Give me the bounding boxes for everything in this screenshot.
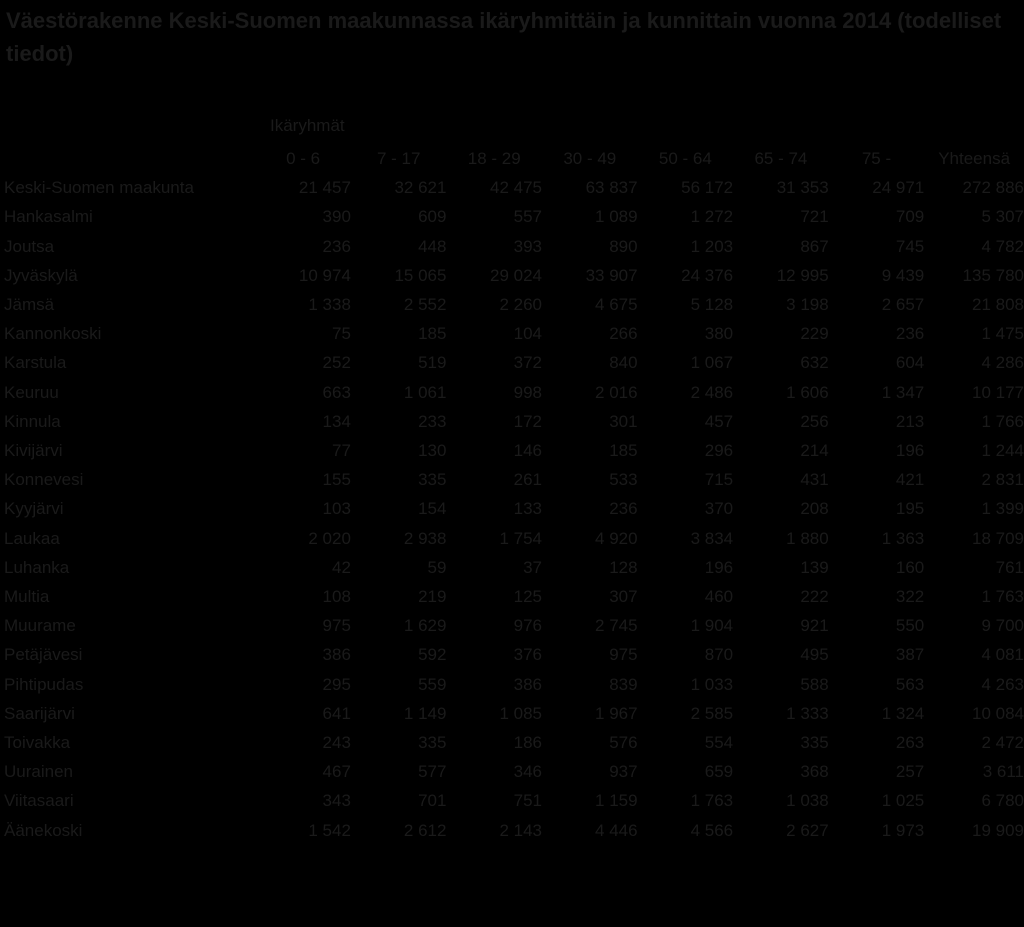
table-row <box>4 611 1024 640</box>
row-name-cell: Äänekoski <box>4 820 83 840</box>
value-cell: 296 <box>704 441 734 461</box>
value-cell: 890 <box>609 236 638 256</box>
value-cell: 10 084 <box>972 703 1024 723</box>
value-cell: 186 <box>513 733 543 753</box>
value-cell: 2 143 <box>499 820 543 840</box>
value-cell: 975 <box>609 645 638 665</box>
table-row <box>4 786 1024 815</box>
value-cell: 6 780 <box>981 791 1024 811</box>
value-cell: 1 244 <box>981 441 1024 461</box>
value-cell: 9 439 <box>881 265 925 285</box>
value-cell: 1 754 <box>499 528 543 548</box>
value-cell: 9 700 <box>981 616 1024 636</box>
value-cell: 135 780 <box>962 265 1024 285</box>
table-row <box>4 757 1024 786</box>
header-cell-empty <box>4 144 255 173</box>
value-cell: 56 172 <box>681 178 734 198</box>
value-cell: 335 <box>800 733 829 753</box>
value-cell: 998 <box>513 382 543 402</box>
value-cell: 2 020 <box>308 528 351 548</box>
column-header: 50 - 64 <box>658 149 712 168</box>
value-cell: 172 <box>513 411 543 431</box>
value-cell: 1 149 <box>403 703 447 723</box>
value-cell: 1 475 <box>981 324 1024 344</box>
value-cell: 390 <box>322 207 351 227</box>
value-cell: 42 <box>331 557 351 577</box>
row-name-cell: Joutsa <box>4 236 55 256</box>
value-cell: 563 <box>895 674 925 694</box>
value-cell: 1 085 <box>499 703 543 723</box>
value-cell: 1 399 <box>981 499 1024 519</box>
value-cell: 5 307 <box>981 207 1024 227</box>
value-cell: 372 <box>513 353 543 373</box>
table-row <box>4 319 1024 348</box>
value-cell: 263 <box>895 733 925 753</box>
table-row <box>4 553 1024 582</box>
value-cell: 641 <box>322 703 351 723</box>
value-cell: 4 446 <box>595 820 638 840</box>
table-row <box>4 348 1024 377</box>
row-name-cell: Toivakka <box>4 733 71 753</box>
value-cell: 2 831 <box>981 470 1024 490</box>
value-cell: 745 <box>895 236 925 256</box>
table-row <box>4 290 1024 319</box>
value-cell: 12 995 <box>776 265 829 285</box>
value-cell: 335 <box>418 470 447 490</box>
value-cell: 3 611 <box>982 762 1024 782</box>
value-cell: 63 837 <box>585 178 638 198</box>
value-cell: 257 <box>895 762 925 782</box>
value-cell: 130 <box>418 441 447 461</box>
value-cell: 387 <box>895 645 925 665</box>
value-cell: 592 <box>418 645 447 665</box>
value-cell: 2 016 <box>595 382 638 402</box>
value-cell: 495 <box>800 645 829 665</box>
column-header-total: Yhteensä <box>938 149 1011 168</box>
value-cell: 24 971 <box>872 178 925 198</box>
row-name-cell: Viitasaari <box>4 791 74 811</box>
value-cell: 42 475 <box>490 178 543 198</box>
page-title: Väestörakenne Keski-Suomen maakunnassa ikäryhmittäin ja kunnittain vuonna 2014 (todelliset tiedot) <box>6 8 1002 66</box>
value-cell: 195 <box>895 499 925 519</box>
value-cell: 139 <box>800 557 829 577</box>
value-cell: 559 <box>418 674 447 694</box>
value-cell: 213 <box>895 411 925 431</box>
value-cell: 236 <box>895 324 925 344</box>
table-row <box>4 465 1024 494</box>
column-header: 65 - 74 <box>754 149 808 168</box>
value-cell: 59 <box>427 557 447 577</box>
value-cell: 236 <box>609 499 638 519</box>
row-name-cell: Karstula <box>4 353 67 373</box>
value-cell: 160 <box>895 557 925 577</box>
value-cell: 266 <box>609 324 638 344</box>
value-cell: 133 <box>513 499 543 519</box>
age-group-label: Ikäryhmät <box>270 116 345 135</box>
table-row <box>4 407 1024 436</box>
value-cell: 557 <box>513 207 543 227</box>
value-cell: 761 <box>995 557 1024 577</box>
value-cell: 386 <box>322 645 351 665</box>
row-name-cell: Keuruu <box>4 382 59 402</box>
table-row <box>4 261 1024 290</box>
value-cell: 4 782 <box>981 236 1024 256</box>
value-cell: 29 024 <box>490 265 543 285</box>
value-cell: 1 089 <box>595 207 638 227</box>
value-cell: 2 627 <box>786 820 829 840</box>
value-cell: 533 <box>609 470 638 490</box>
value-cell: 3 834 <box>690 528 734 548</box>
value-cell: 1 363 <box>881 528 925 548</box>
table-row <box>4 378 1024 407</box>
value-cell: 576 <box>609 733 638 753</box>
value-cell: 307 <box>609 587 638 607</box>
row-name-cell: Luhanka <box>4 557 70 577</box>
value-cell: 343 <box>322 791 351 811</box>
value-cell: 1 880 <box>786 528 829 548</box>
value-cell: 393 <box>513 236 543 256</box>
value-cell: 577 <box>418 762 447 782</box>
value-cell: 550 <box>895 616 925 636</box>
row-name-cell: Pihtipudas <box>4 674 84 694</box>
table-row <box>4 582 1024 611</box>
value-cell: 376 <box>513 645 543 665</box>
row-name-cell: Jämsä <box>4 295 55 315</box>
value-cell: 839 <box>609 674 638 694</box>
value-cell: 185 <box>609 441 638 461</box>
value-cell: 2 657 <box>881 295 925 315</box>
value-cell: 467 <box>322 762 351 782</box>
value-cell: 32 621 <box>394 178 447 198</box>
value-cell: 663 <box>322 382 351 402</box>
value-cell: 4 286 <box>981 353 1024 373</box>
value-cell: 77 <box>331 441 351 461</box>
row-name-cell: Uurainen <box>4 762 73 782</box>
value-cell: 261 <box>513 470 543 490</box>
value-cell: 37 <box>523 557 543 577</box>
column-header: 0 - 6 <box>286 149 321 168</box>
value-cell: 1 159 <box>595 791 638 811</box>
row-name-cell: Muurame <box>4 616 76 636</box>
value-cell: 252 <box>322 353 351 373</box>
row-name-cell: Keski-Suomen maakunta <box>4 178 194 198</box>
row-name-cell: Kivijärvi <box>4 441 63 461</box>
value-cell: 256 <box>800 411 829 431</box>
value-cell: 2 486 <box>690 382 734 402</box>
value-cell: 632 <box>800 353 829 373</box>
value-cell: 10 177 <box>972 382 1024 402</box>
row-name-cell: Multia <box>4 587 50 607</box>
value-cell: 301 <box>609 411 638 431</box>
value-cell: 709 <box>895 207 925 227</box>
table-row <box>4 640 1024 669</box>
value-cell: 421 <box>895 470 925 490</box>
value-cell: 721 <box>800 207 829 227</box>
value-cell: 840 <box>609 353 638 373</box>
value-cell: 870 <box>704 645 734 665</box>
row-name-cell: Kyyjärvi <box>4 499 64 519</box>
value-cell: 322 <box>895 587 925 607</box>
value-cell: 937 <box>609 762 638 782</box>
value-cell: 229 <box>800 324 829 344</box>
value-cell: 1 333 <box>786 703 829 723</box>
value-cell: 2 745 <box>595 616 638 636</box>
column-header: 7 - 17 <box>376 149 421 168</box>
value-cell: 24 376 <box>681 265 734 285</box>
value-cell: 2 585 <box>690 703 734 723</box>
table-row <box>4 728 1024 757</box>
table-row <box>4 494 1024 523</box>
value-cell: 236 <box>322 236 351 256</box>
value-cell: 19 909 <box>972 820 1024 840</box>
table-row <box>4 436 1024 465</box>
value-cell: 295 <box>322 674 351 694</box>
value-cell: 386 <box>513 674 543 694</box>
value-cell: 380 <box>704 324 734 344</box>
value-cell: 1 629 <box>403 616 447 636</box>
value-cell: 1 272 <box>690 207 734 227</box>
value-cell: 208 <box>800 499 829 519</box>
value-cell: 604 <box>895 353 925 373</box>
value-cell: 196 <box>895 441 925 461</box>
row-name-cell: Saarijärvi <box>4 703 75 723</box>
value-cell: 346 <box>513 762 543 782</box>
value-cell: 609 <box>418 207 447 227</box>
value-cell: 134 <box>322 411 351 431</box>
row-name-cell: Petäjävesi <box>4 645 83 665</box>
value-cell: 701 <box>418 791 447 811</box>
value-cell: 1 338 <box>308 295 351 315</box>
value-cell: 975 <box>322 616 351 636</box>
value-cell: 155 <box>322 470 351 490</box>
column-header: 30 - 49 <box>563 149 617 168</box>
value-cell: 1 203 <box>690 236 734 256</box>
value-cell: 1 025 <box>881 791 925 811</box>
value-cell: 243 <box>322 733 351 753</box>
value-cell: 2 938 <box>403 528 447 548</box>
value-cell: 185 <box>418 324 447 344</box>
table-row <box>4 232 1024 261</box>
value-cell: 519 <box>418 353 447 373</box>
value-cell: 146 <box>513 441 543 461</box>
value-cell: 108 <box>322 587 351 607</box>
value-cell: 128 <box>609 557 638 577</box>
value-cell: 18 709 <box>972 528 1024 548</box>
row-name-cell: Jyväskylä <box>4 265 78 285</box>
value-cell: 196 <box>704 557 734 577</box>
value-cell: 976 <box>513 616 543 636</box>
table-row <box>4 202 1024 231</box>
value-cell: 2 260 <box>499 295 543 315</box>
table-row <box>4 699 1024 728</box>
value-cell: 1 766 <box>981 411 1024 431</box>
value-cell: 335 <box>418 733 447 753</box>
value-cell: 460 <box>704 587 734 607</box>
value-cell: 554 <box>704 733 734 753</box>
value-cell: 370 <box>704 499 734 519</box>
row-name-cell: Hankasalmi <box>4 207 93 227</box>
population-table <box>4 144 1024 845</box>
value-cell: 457 <box>704 411 734 431</box>
value-cell: 1 038 <box>786 791 829 811</box>
value-cell: 448 <box>418 236 447 256</box>
value-cell: 1 763 <box>981 587 1024 607</box>
value-cell: 921 <box>800 616 829 636</box>
column-header: 18 - 29 <box>467 149 521 168</box>
value-cell: 4 566 <box>690 820 734 840</box>
value-cell: 33 907 <box>585 265 638 285</box>
value-cell: 368 <box>800 762 829 782</box>
value-cell: 715 <box>704 470 734 490</box>
value-cell: 233 <box>418 411 447 431</box>
value-cell: 219 <box>418 587 447 607</box>
value-cell: 222 <box>800 587 829 607</box>
value-cell: 75 <box>331 324 351 344</box>
header-row <box>4 144 1024 173</box>
row-name-cell: Konnevesi <box>4 470 84 490</box>
row-name-cell: Laukaa <box>4 528 60 548</box>
value-cell: 751 <box>513 791 543 811</box>
value-cell: 10 974 <box>298 265 351 285</box>
value-cell: 1 061 <box>403 382 447 402</box>
value-cell: 2 612 <box>403 820 447 840</box>
value-cell: 4 920 <box>595 528 638 548</box>
table-row <box>4 524 1024 553</box>
value-cell: 1 033 <box>690 674 734 694</box>
table-row <box>4 670 1024 699</box>
value-cell: 214 <box>800 441 829 461</box>
value-cell: 2 552 <box>403 295 447 315</box>
value-cell: 1 904 <box>690 616 734 636</box>
value-cell: 272 886 <box>962 178 1024 198</box>
column-header: 75 - <box>861 149 892 168</box>
row-name-cell: Kannonkoski <box>4 324 102 344</box>
value-cell: 4 263 <box>981 674 1024 694</box>
table-body <box>4 173 1024 845</box>
value-cell: 659 <box>704 762 734 782</box>
value-cell: 1 324 <box>881 703 925 723</box>
value-cell: 588 <box>800 674 829 694</box>
value-cell: 125 <box>513 587 543 607</box>
value-cell: 1 542 <box>308 820 351 840</box>
value-cell: 4 675 <box>595 295 638 315</box>
value-cell: 104 <box>513 324 543 344</box>
value-cell: 867 <box>800 236 829 256</box>
value-cell: 154 <box>418 499 447 519</box>
value-cell: 431 <box>800 470 829 490</box>
value-cell: 15 065 <box>394 265 447 285</box>
table-row <box>4 816 1024 845</box>
value-cell: 1 347 <box>881 382 925 402</box>
value-cell: 21 808 <box>972 295 1024 315</box>
value-cell: 31 353 <box>776 178 829 198</box>
value-cell: 4 081 <box>981 645 1024 665</box>
value-cell: 1 967 <box>595 703 638 723</box>
value-cell: 103 <box>322 499 351 519</box>
value-cell: 5 128 <box>690 295 734 315</box>
value-cell: 1 973 <box>881 820 925 840</box>
value-cell: 1 606 <box>786 382 829 402</box>
row-name-cell: Kinnula <box>4 411 61 431</box>
value-cell: 2 472 <box>981 733 1024 753</box>
table-row <box>4 173 1024 202</box>
value-cell: 1 763 <box>690 791 734 811</box>
value-cell: 3 198 <box>786 295 829 315</box>
value-cell: 21 457 <box>298 178 351 198</box>
value-cell: 1 067 <box>690 353 734 373</box>
